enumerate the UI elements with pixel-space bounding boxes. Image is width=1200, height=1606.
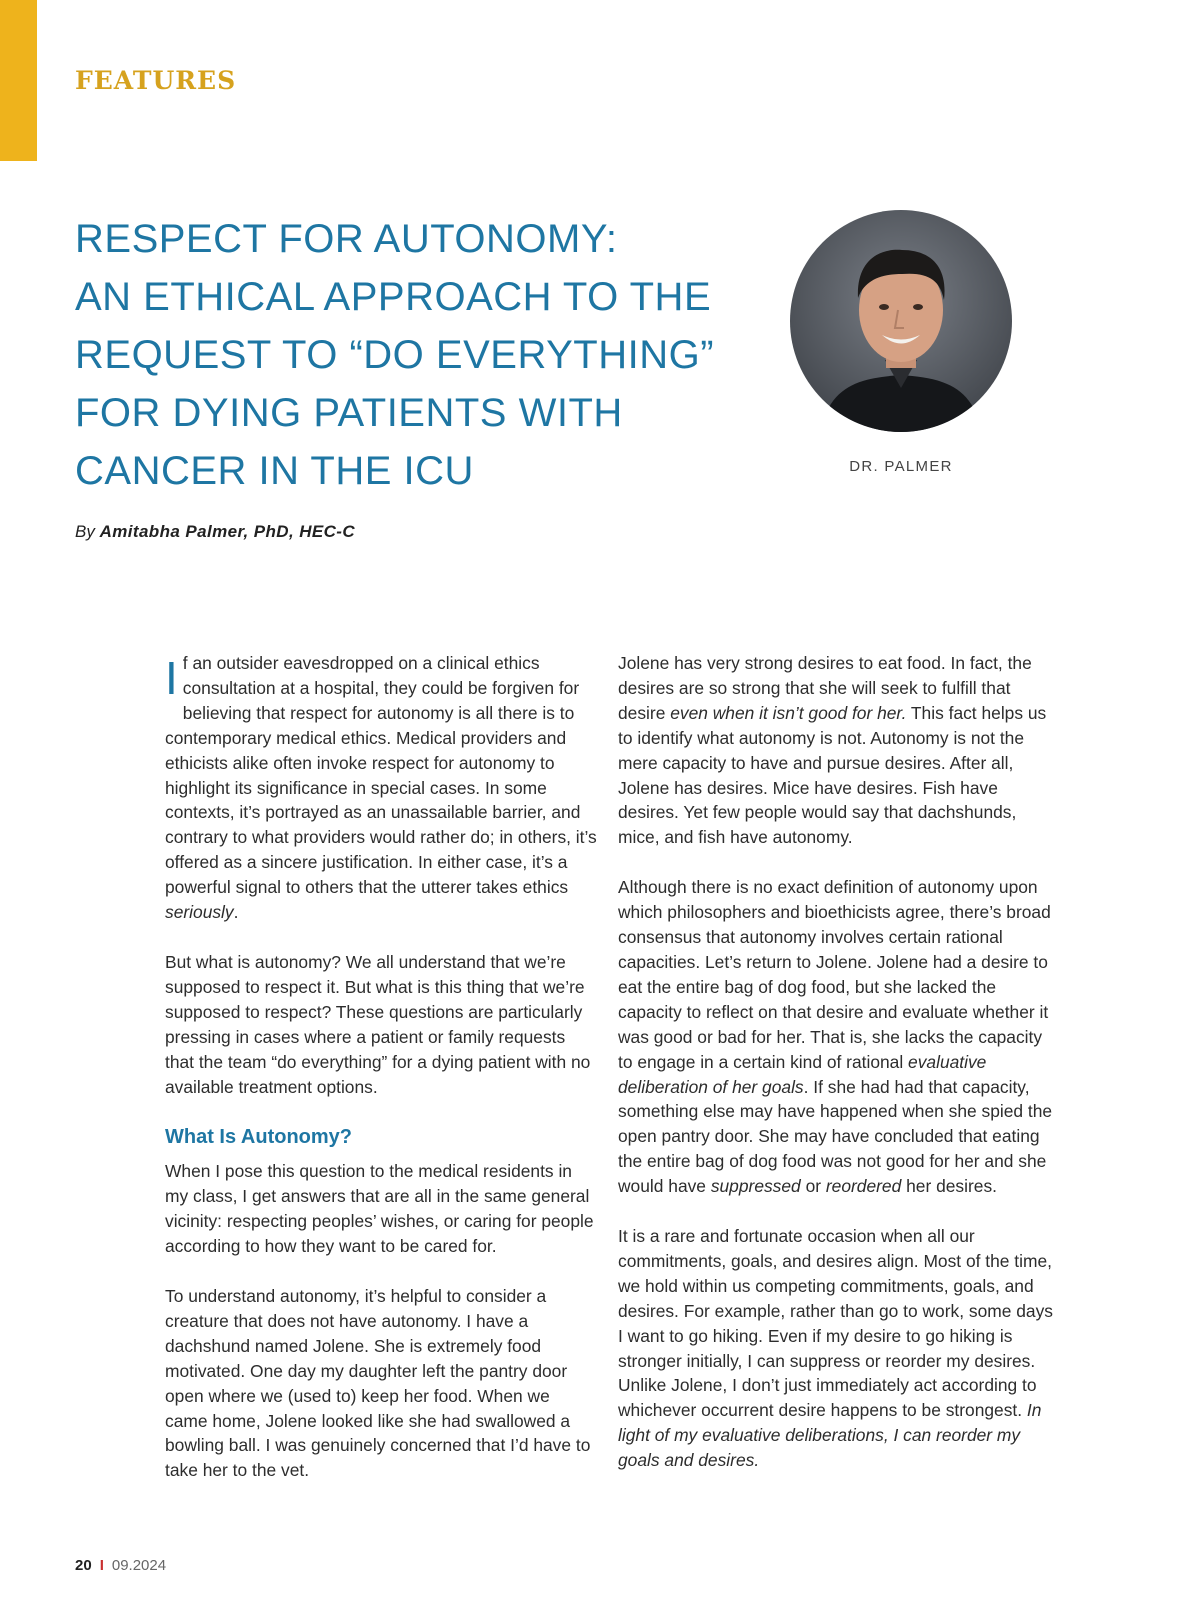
paragraph: To understand autonomy, it’s helpful to consider a creature that does not have autonomy. I have a dachshund named Jolene. She is extremely food motivated. One day my daughter left the pantry door open where we (used to) keep her food. When we came home, Jolene looked like she had swallowed a bowling ball. I was genuinely concerned that I’d have to take her to the vet. bbox=[165, 1286, 591, 1481]
paragraph: But what is autonomy? We all understand that we’re supposed to respect it. But what is this thing that we’re supposed to respect? These questions are particularly pressing in cases where a patient or family requests that the team “do everything” for a dying patient with no available treatment options. bbox=[165, 951, 591, 1097]
paragraph-text: This fact helps us to identify what autonomy is not. Autonomy is not the mere capacity to have and pursue desires. After all, Jolene has desires. Mice have desires. Fish have desires. Yet few people would say that dachshunds, mice, and fish have autonomy. bbox=[618, 702, 1047, 848]
title-line: AN ETHICAL APPROACH TO THE bbox=[75, 275, 712, 319]
paragraph bbox=[618, 1224, 1058, 1473]
title-line: CANCER IN THE ICU bbox=[75, 449, 474, 493]
paragraph-text: Jolene has very strong desires to eat food. In fact, the desires are so strong that she will seek to fulfill that desire bbox=[618, 653, 1032, 723]
paragraph-text: . If she had had that capacity, something else may have happened when she spied the open pantry door. She may have concluded that eating the entire bag of dog food was not good for her and she would have bbox=[618, 1076, 1053, 1197]
paragraph-text: Although there is no exact definition of autonomy upon which philosophers and bioethicists agree, there’s broad consensus that autonomy involves certain rational capacities. Let’s return to Jolene. Jolene had a desire to eat the entire bag of dog food, but she lacked the capacity to reflect on that desire and evaluate whether it was good or bad for her. That is, she lacks the capacity to engage in a certain kind of rational bbox=[618, 877, 1051, 1072]
paragraph-text: f an outsider eavesdropped on a clinical ethics consultation at a hospital, they could be forgiven for believing that respect for autonomy is all there is to contemporary medical ethics. Medical providers and ethicists alike often invoke respect for autonomy to highlight its significance in special cases. In some contexts, it’s portrayed as an unassailable barrier, and contrary to what providers would rather do; in others, it’s offered as a sincere justification. In either case, it’s a powerful signal to others that the utterer takes ethics bbox=[165, 653, 597, 898]
page-footer bbox=[75, 1557, 166, 1574]
emphasis: even when it isn’t good for her. bbox=[670, 702, 907, 723]
title-line: FOR DYING PATIENTS WITH bbox=[75, 391, 623, 435]
footer-separator: I bbox=[99, 1557, 104, 1574]
emphasis: reordered bbox=[825, 1176, 902, 1197]
byline-prefix: By bbox=[75, 522, 95, 541]
left-column bbox=[165, 651, 597, 1508]
paragraph-text: It is a rare and fortunate occasion when all our commitments, goals, and desires align. Most of the time, we hold within us competing commitments, goals, and desires. For example, rather than go to work, some days I want to go hiking. Even if my desire to go hiking is stronger initially, I can suppress or reorder my desires. Unlike Jolene, I don’t just immediately act according to whichever occurrent desire happens to be strongest. bbox=[618, 1226, 1053, 1421]
paragraph: When I pose this question to the medical residents in my class, I get answers that are all in the same general vicinity: respecting peoples’ wishes, or caring for people according to how they want to be cared for. bbox=[165, 1161, 594, 1257]
byline bbox=[75, 522, 355, 542]
paragraph bbox=[618, 651, 1058, 850]
title-line: RESPECT FOR AUTONOMY: bbox=[75, 217, 618, 261]
issue-date: 09.2024 bbox=[111, 1557, 167, 1574]
paragraph bbox=[618, 875, 1058, 1199]
paragraph-text: her desires. bbox=[901, 1176, 997, 1197]
paragraph-text: or bbox=[800, 1176, 826, 1197]
emphasis: evaluative deliberation of her goals bbox=[618, 1051, 987, 1097]
article-title bbox=[75, 210, 755, 500]
byline-author: Amitabha Palmer, PhD, HEC-C bbox=[99, 522, 356, 541]
section-label: FEATURES bbox=[75, 66, 237, 95]
title-line: REQUEST TO “DO EVERYTHING” bbox=[75, 333, 715, 377]
paragraph bbox=[165, 651, 597, 925]
section-heading: What Is Autonomy? bbox=[165, 1126, 353, 1149]
author-photo bbox=[790, 210, 1012, 432]
right-column bbox=[618, 651, 1058, 1498]
emphasis: In light of my evaluative deliberations, I can reorder my goals and desires. bbox=[618, 1400, 1042, 1471]
paragraph-text: . bbox=[233, 902, 239, 923]
emphasis: suppressed bbox=[710, 1176, 801, 1197]
emphasis: seriously bbox=[165, 902, 234, 923]
photo-caption: DR. PALMER bbox=[849, 458, 953, 475]
page-number: 20 bbox=[75, 1557, 92, 1574]
accent-bar bbox=[0, 0, 37, 161]
drop-cap: I bbox=[165, 652, 178, 704]
